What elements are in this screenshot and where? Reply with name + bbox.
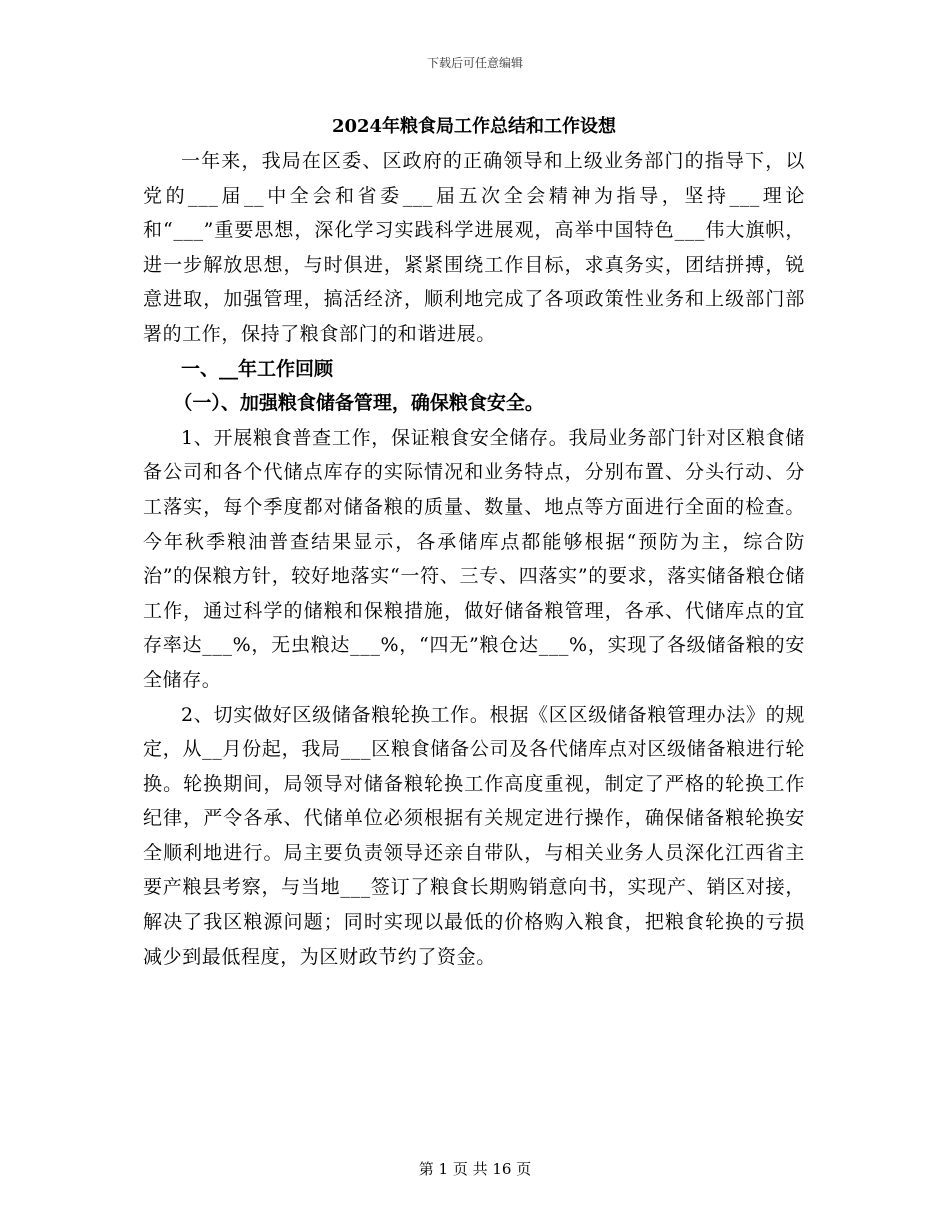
document-body [143, 112, 805, 974]
subsection-heading: （一）、加强粮食储备管理，确保粮食安全。 [173, 392, 544, 415]
page-header-note: 下载后可任意编辑 [426, 56, 523, 70]
section-heading: 一、__年工作回顾 [181, 357, 334, 380]
paragraph-2: 2、切实做好区级储备粮轮换工作。根据《区区级储备粮管理办法》的规定，从__月份起，我局___区粮食储备公司及各代储库点对区级储备粮进行轮换。轮换期间，局领导对储备粮轮换工作高度重视，制定了严格的轮换工作纪律，严令各承、代储单位必须根据有关规定进行操作，确保储备粮轮换安全顺利地进行。局主要负责领导还亲自带队，与相关业务人员深化江西省主要产粮县考察，与当地___签订了粮食长期购销意向书，实现产、销区对接，解决了我区粮源问题；同时实现以最低的价格购入粮食，把粮食轮换的亏损减少到最低程度，为区财政节约了资金。 [143, 703, 805, 968]
intro-paragraph: 一年来，我局在区委、区政府的正确领导和上级业务部门的指导下，以党的___届__中全会和省委___届五次全会精神为指导，坚持___理论和“___”重要思想，深化学习实践科学进展观，高举中国特色___伟大旗帜，进一步解放思想，与时俱进，紧紧围绕工作目标，求真务实，团结拼搏，锐意进取，加强管理，搞活经济，顺利地完成了各项政策性业务和上级部门部署的工作，保持了粮食部门的和谐进展。 [143, 150, 805, 345]
document-title: 2024年粮食局工作总结和工作设想 [331, 116, 617, 137]
page-number-footer: 第 1 页 共 16 页 [418, 1160, 532, 1178]
paragraph-1: 1、开展粮食普查工作，保证粮食安全储存。我局业务部门针对区粮食储备公司和各个代储点库存的实际情况和业务特点，分别布置、分头行动、分工落实，每个季度都对储备粮的质量、数量、地点等方面进行全面的检查。今年秋季粮油普查结果显示，各承储库点都能够根据“预防为主，综合防治”的保粮方针，较好地落实“一符、三专、四落实”的要求，落实储备粮仓储工作，通过科学的储粮和保粮措施，做好储备粮管理，各承、代储库点的宜存率达___%，无虫粮达___%，“四无”粮仓达___%，实现了各级储备粮的安全储存。 [143, 426, 805, 691]
